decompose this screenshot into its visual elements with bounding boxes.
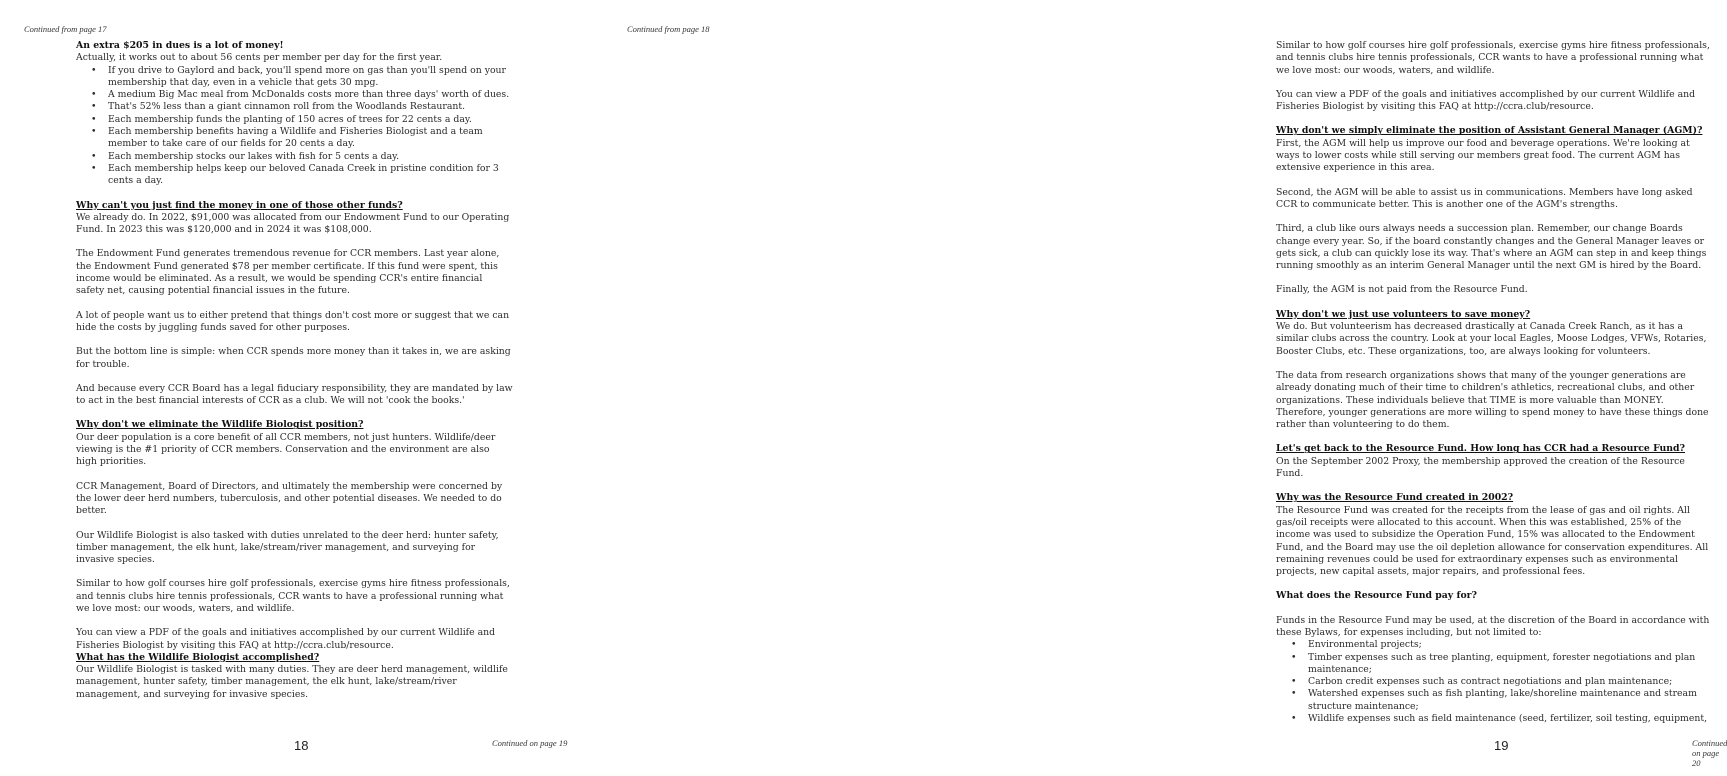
- paragraph: Our deer population is a core benefit of all CCR members, not just hunters. Wildlife/deer viewing is the #1 priority of CCR members. Conservation and the environment are also high priorities.: [76, 431, 496, 468]
- list-item: [1291, 713, 1713, 725]
- page-body: [1276, 40, 1713, 737]
- section-heading: An extra $205 in dues is a lot of money!: [76, 40, 284, 51]
- list-item: [91, 101, 513, 113]
- list-item: [1291, 639, 1713, 651]
- page-body: [76, 40, 513, 713]
- paragraph: And because every CCR Board has a legal fiduciary responsibility, they are mandated by law to act in the best financial interests of CCR as a club. We will not 'cook the books.': [76, 382, 513, 407]
- paragraph: Second, the AGM will be able to assist us in communications. Members have long asked CCR to communicate better. This is another one of the AGM's strengths.: [1276, 186, 1693, 210]
- section-heading: Why don't we simply eliminate the position of Assistant General Manager (AGM)?: [1276, 125, 1703, 137]
- list-item-text: That's 52% less than a giant cinnamon roll from the Woodlands Restaurant.: [108, 101, 466, 113]
- list-item-text: Timber expenses such as tree planting, equipment, forester negotiations and plan maintenance;: [1308, 651, 1696, 675]
- paragraph: Our Wildlife Biologist is tasked with many duties. They are deer herd management, wildlife management, hunter safety, timber management, the elk hunt, lake/stream/river management, and surveying for invasive species.: [76, 664, 508, 700]
- paragraph: The data from research organizations shows that many of the younger generations are already donating much of their time to children's athletics, recreational clubs, and other organizations. These individuals believe that TIME is more valuable than MONEY. Therefore, younger generations are more willing to spend money to have these things done rather than volunteering to do them.: [1276, 369, 1709, 431]
- paragraph: You can view a PDF of the goals and initiatives accomplished by our current Wildlife and Fisheries Biologist by visiting this FAQ at http://ccra.club/resource.: [76, 627, 496, 651]
- page-19: [600, 0, 1727, 776]
- bullet-list: [1276, 639, 1713, 725]
- bullet-icon: •: [1291, 713, 1297, 725]
- paragraph: A lot of people want us to either pretend that things don't cost more or suggest that we can hide the costs by juggling funds saved for other purposes.: [76, 309, 510, 333]
- paragraph: You can view a PDF of the goals and initiatives accomplished by our current Wildlife and Fisheries Biologist by visiting this FAQ at http://ccra.club/resource.: [1276, 88, 1696, 113]
- list-item-text: Each membership helps keep our beloved Canada Creek in pristine condition for 3 cents a day.: [108, 162, 499, 187]
- paragraph: But the bottom line is simple: when CCR spends more money than it takes in, we are asking for trouble.: [76, 346, 511, 370]
- bullet-icon: •: [91, 126, 97, 138]
- paragraph: Similar to how golf courses hire golf professionals, exercise gyms hire fitness professionals, and tennis clubs hire tennis professionals, CCR wants to have a professional running what we love most: our woods, waters, and wildlife.: [1276, 40, 1710, 76]
- section-heading: What has the Wildlife Biologist accomplished?: [76, 651, 320, 663]
- bullet-icon: •: [91, 162, 97, 174]
- bullet-list: [76, 65, 513, 188]
- list-item-text: Wildlife expenses such as field maintenance (seed, fertilizer, soil testing, equipment,: [1308, 713, 1708, 725]
- bullet-icon: •: [91, 89, 97, 101]
- section-heading: Why was the Resource Fund created in 2002?: [1276, 492, 1514, 504]
- section-heading: Why can't you just find the money in one of those other funds?: [76, 199, 403, 211]
- paragraph: Actually, it works out to about 56 cents per member per day for the first year.: [76, 52, 443, 64]
- bullet-icon: •: [91, 150, 97, 162]
- paragraph: We do. But volunteerism has decreased drastically at Canada Creek Ranch, as it has a similar clubs across the country. Look at your local Eagles, Moose Lodges, VFWs, Rotaries, Booster Clubs, etc. These organizations, too, are always looking for volunteers.: [1276, 321, 1707, 357]
- section-heading: Why don't we just use volunteers to save money?: [1276, 308, 1531, 320]
- bullet-icon: •: [1291, 651, 1297, 663]
- list-item: [91, 126, 513, 151]
- paragraph: We already do. In 2022, $91,000 was allocated from our Endowment Fund to our Operating Fund. In 2023 this was $120,000 and in 2024 it was $108,000.: [76, 211, 510, 236]
- list-item-text: Watershed expenses such as fish planting, lake/shoreline maintenance and stream structure maintenance;: [1308, 688, 1697, 712]
- list-item-text: Each membership stocks our lakes with fish for 5 cents a day.: [108, 150, 400, 162]
- section-heading: What does the Resource Fund pay for?: [1276, 590, 1477, 602]
- continued-from-label: Continued from page 18: [627, 24, 710, 34]
- paragraph: Finally, the AGM is not paid from the Resource Fund.: [1276, 284, 1528, 296]
- paragraph: Similar to how golf courses hire golf professionals, exercise gyms hire fitness professionals, and tennis clubs hire tennis professionals, CCR wants to have a professional running what we love most: our woods, waters, and wildlife.: [76, 578, 510, 614]
- list-item: [1291, 676, 1713, 688]
- list-item: [91, 89, 513, 101]
- paragraph: Third, a club like ours always needs a succession plan. Remember, our change Boards change every year. So, if the board constantly changes and the General Manager leaves or gets sick, a club can quickly lose its way. That's where an AGM can step in and keep things running smoothly as an interim General Manager until the next GM is hired by the Board.: [1276, 223, 1707, 272]
- continued-from-label: Continued from page 17: [24, 24, 107, 34]
- paragraph: First, the AGM will help us improve our food and beverage operations. We're looking at ways to lower costs while still serving our members great food. The current AGM has extensive experience in this area.: [1276, 137, 1690, 174]
- list-item: [1291, 651, 1713, 677]
- bullet-icon: •: [91, 101, 97, 113]
- list-item-text: Carbon credit expenses such as contract negotiations and plan maintenance;: [1308, 676, 1673, 688]
- bullet-icon: •: [91, 64, 97, 76]
- bullet-icon: •: [1291, 639, 1297, 651]
- list-item-text: Each membership benefits having a Wildlife and Fisheries Biologist and a team member to take care of our fields for 20 cents a day.: [108, 126, 483, 150]
- list-item-text: A medium Big Mac meal from McDonalds costs more than three days' worth of dues.: [108, 89, 510, 101]
- paragraph: The Endowment Fund generates tremendous revenue for CCR members. Last year alone, the Endowment Fund generated $78 per member certificate. If this fund were spent, this income would be eliminated. As a result, we would be spending CCR's entire financial safety net, causing potential financial issues in the future.: [76, 248, 500, 297]
- section-heading: Why don't we eliminate the Wildlife Biologist position?: [76, 419, 364, 431]
- list-item-text: If you drive to Gaylord and back, you'll spend more on gas than you'll spend on your membership that day, even in a vehicle that gets 30 mpg.: [108, 64, 506, 88]
- paragraph: CCR Management, Board of Directors, and ultimately the membership were concerned by the lower deer herd numbers, tuberculosis, and other potential diseases. We needed to do better.: [76, 480, 503, 517]
- continued-on-label: Continued on page 19: [492, 738, 568, 748]
- bullet-icon: •: [1291, 688, 1297, 700]
- paragraph: The Resource Fund was created for the receipts from the lease of gas and oil rights. All gas/oil receipts were allocated to this account. When this was established, 25% of the income was used to subsidize the Operation Fund, 15% was allocated to the Endowment Fund, and the Board may use the oil depletion allowance for conservation expenditures. All remaining revenues could be used for extraordinary expenses such as environmental projects, new capital assets, major repairs, and professional fees.: [1276, 504, 1709, 578]
- list-item-text: Environmental projects;: [1308, 639, 1422, 651]
- list-item: [91, 150, 513, 163]
- paragraph: On the September 2002 Proxy, the membership approved the creation of the Resource Fund.: [1276, 455, 1685, 480]
- continued-on-label: Continued on page 20: [1692, 738, 1727, 768]
- list-item: [1291, 688, 1713, 713]
- list-item: [91, 113, 513, 126]
- page-number: 18: [294, 738, 309, 753]
- page-number: 19: [1494, 738, 1509, 753]
- bullet-icon: •: [91, 113, 97, 125]
- list-item: [91, 162, 513, 188]
- paragraph: Our Wildlife Biologist is also tasked with duties unrelated to the deer herd: hunter safety, timber management, the elk hunt, lake/stream/river management, and surveying for invasive species.: [76, 529, 499, 566]
- paragraph: Funds in the Resource Fund may be used, at the discretion of the Board in accordance with these Bylaws, for expenses including, but not limited to:: [1276, 614, 1710, 638]
- list-item: [91, 64, 513, 90]
- section-heading: Let's get back to the Resource Fund. How long has CCR had a Resource Fund?: [1276, 443, 1685, 455]
- bullet-icon: •: [1291, 676, 1297, 688]
- list-item-text: Each membership funds the planting of 150 acres of trees for 22 cents a day.: [108, 113, 472, 125]
- page-18: [0, 0, 600, 776]
